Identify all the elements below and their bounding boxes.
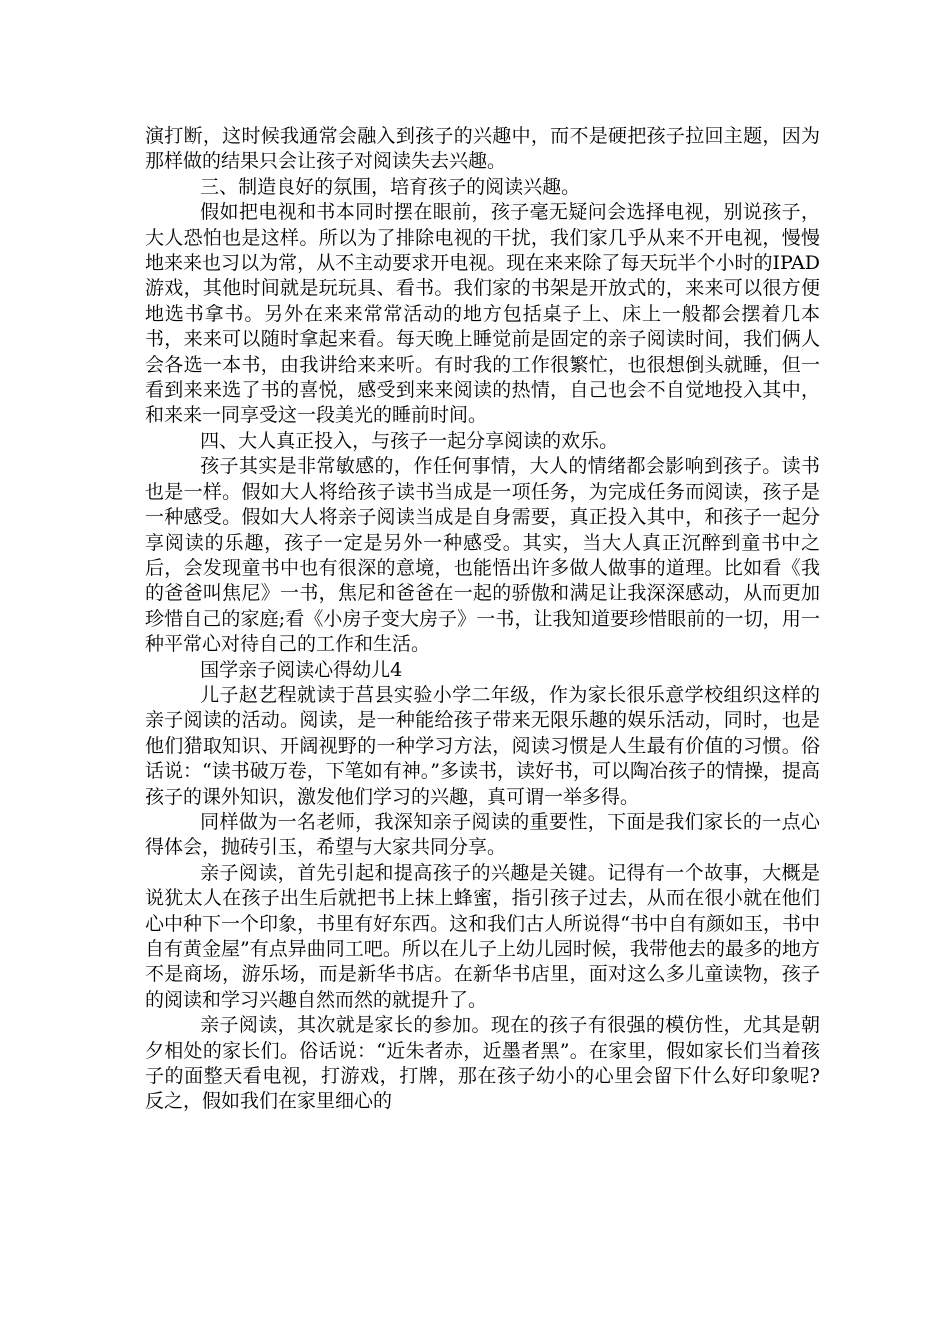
paragraph-son-intro: 儿子赵艺程就读于莒县实验小学二年级，作为家长很乐意学校组织这样的亲子阅读的活动。阅读，是一种能给孩子带来无限乐趣的娱乐活动，同时，也是他们猎取知识、开阔视野的一种学习方法，阅读习惯是人生最有价值的习惯。俗话说：“读书破万卷，下笔如有神。”多读书，读好书，可以陶冶孩子的情操，提高孩子的课外知识，激发他们学习的兴趣，真可谓一举多得。 (145, 683, 820, 808)
section-heading-3: 三、制造良好的氛围，培育孩子的阅读兴趣。 (200, 175, 581, 198)
article-title: 国学亲子阅读心得幼儿4 (200, 658, 403, 681)
paragraph-share: 同样做为一名老师，我深知亲子阅读的重要性，下面是我们家长的一点心得体会，抛砖引玉，希望与大家共同分享。 (145, 810, 820, 859)
paragraph-parent-participation: 亲子阅读，其次就是家长的参加。现在的孩子有很强的模仿性，尤其是朝夕相处的家长们。俗话说：“近朱者赤，近墨者黑”。在家里，假如家长们当着孩子的面整天看电视，打游戏，打牌，那在孩子幼小的心里会留下什么好印象呢?反之，假如我们在家里细心的 (145, 1014, 820, 1113)
paragraph-interest: 亲子阅读，首先引起和提高孩子的兴趣是关键。记得有一个故事，大概是说犹太人在孩子出生后就把书上抹上蜂蜜，指引孩子过去，从而在很小就在他们心中种下一个印象，书里有好东西。这和我们古人所说得“书中自有颜如玉，书中自有黄金屋”有点异曲同工吧。所以在儿子上幼儿园时候，我带他去的最多的地方不是商场，游乐场，而是新华书店。在新华书店里，面对这么多儿童读物，孩子的阅读和学习兴趣自然而然的就提升了。 (145, 861, 820, 1011)
section-heading-4: 四、大人真正投入，与孩子一起分享阅读的欢乐。 (200, 429, 619, 452)
document-body (145, 124, 820, 1115)
paragraph-tv-and-books: 假如把电视和书本同时摆在眼前，孩子毫无疑问会选择电视，别说孩子，大人恐怕也是这样。所以为了排除电视的干扰，我们家几乎从来不开电视，慢慢地来来也习以为常，从不主动要求开电视。现在来来除了每天玩半个小时的IPAD游戏，其他时间就是玩玩具、看书。我们家的书架是开放式的，来来可以很方便地选书拿书。另外在来来常常活动的地方包括桌子上、床上一般都会摆着几本书，来来可以随时拿起来看。每天晚上睡觉前是固定的亲子阅读时间，我们俩人会各选一本书，由我讲给来来听。有时我的工作很繁忙，也很想倒头就睡，但一看到来来选了书的喜悦，感受到来来阅读的热情，自己也会不自觉地投入其中，和来来一同享受这一段美光的睡前时间。 (145, 201, 820, 427)
paragraph-adults-invest: 孩子其实是非常敏感的，作任何事情，大人的情绪都会影响到孩子。读书也是一样。假如大人将给孩子读书当成是一项任务，为完成任务而阅读，孩子是一种感受。假如大人将亲子阅读当成是自身需要，真正投入其中，和孩子一起分享阅读的乐趣，孩子一定是另外一种感受。其实，当大人真正沉醉到童书中之后，会发现童书中也有很深的意境，也能悟出许多做人做事的道理。比如看《我的爸爸叫焦尼》一书，焦尼和爸爸在一起的骄傲和满足让我深深感动，从而更加珍惜自己的家庭;看《小房子变大房子》一书，让我知道要珍惜眼前的一切，用一种平常心对待自己的工作和生活。 (145, 455, 820, 656)
paragraph-continuation: 演打断，这时候我通常会融入到孩子的兴趣中，而不是硬把孩子拉回主题，因为那样做的结果只会让孩子对阅读失去兴趣。 (145, 125, 820, 173)
